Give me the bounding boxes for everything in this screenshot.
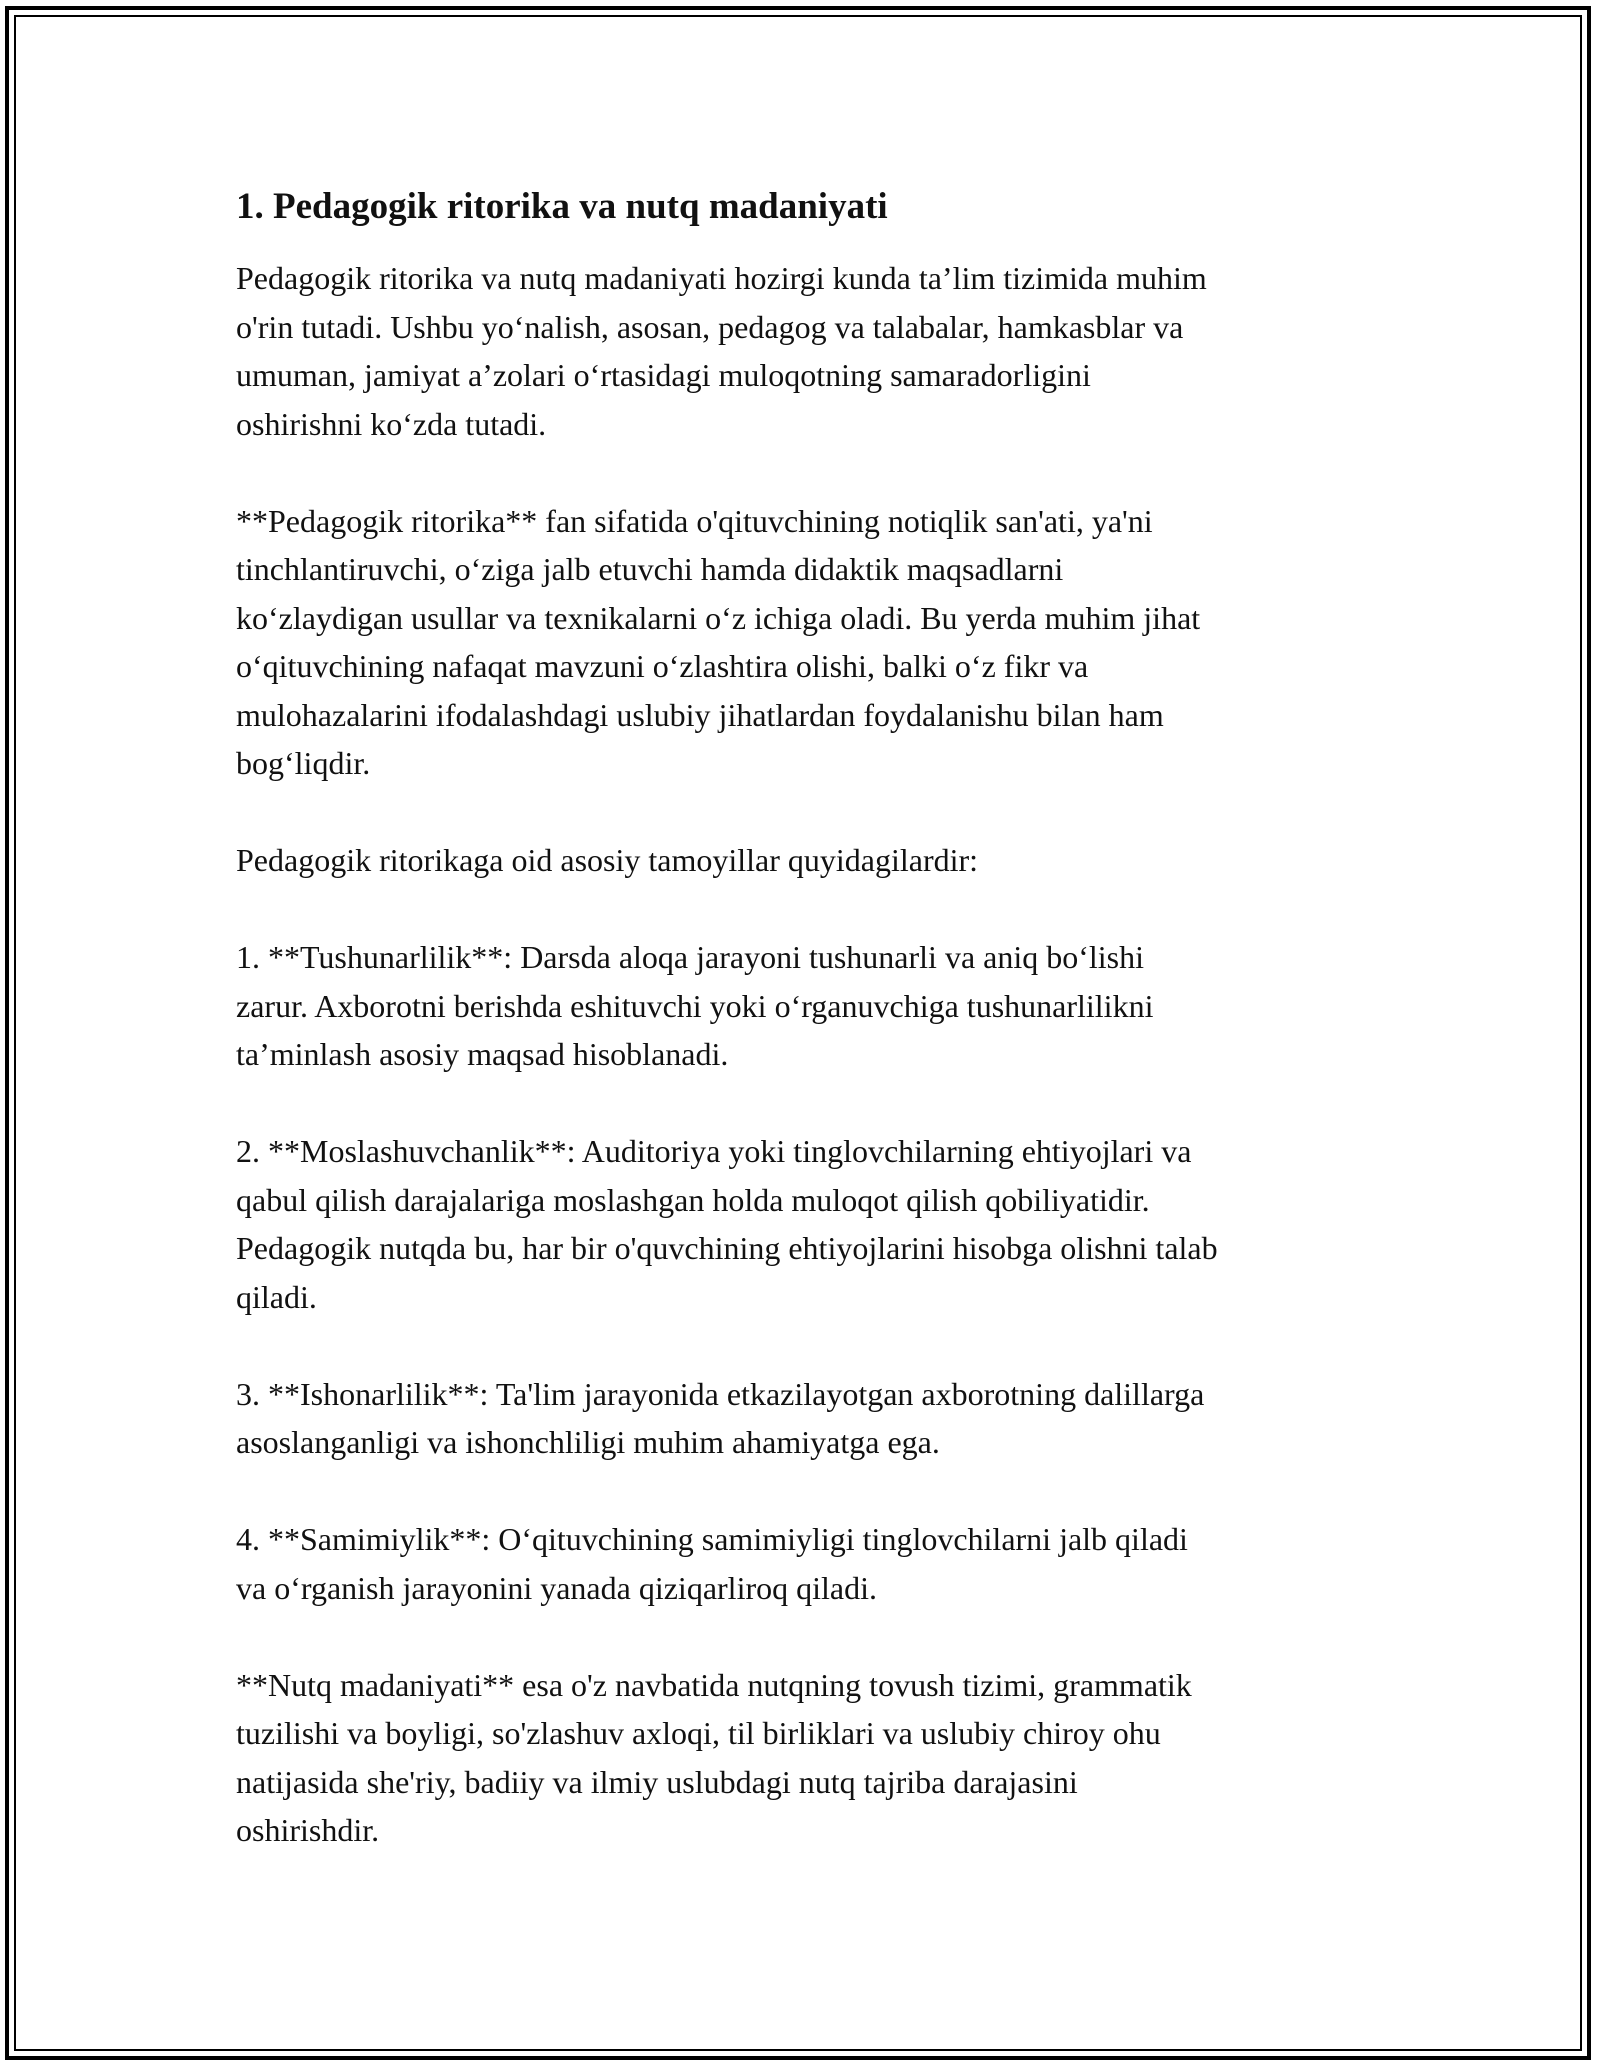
principle-item-2: 2. **Moslashuvchanlik**: Auditoriya yoki tinglovchilarning ehtiyojlari va qabul qilish darajalariga moslashgan holda muloqot qilish qobiliyatidir. Pedagogik nutqda bu, har bir o'quvchining ehtiyojlarini hisobga olishni talab qiladi. [236,1133,1218,1315]
paragraph-principles-lead: Pedagogik ritorikaga oid asosiy tamoyillar quyidagilardir: [236,842,979,878]
paragraph-intro: Pedagogik ritorika va nutq madaniyati hozirgi kunda ta’lim tizimida muhim o'rin tutadi. Ushbu yo‘nalish, asosan, pedagog va talabalar, hamkasblar va umuman, jamiyat a’zolari o‘rtasidagi muloqotning samaradorligini oshirishni ko‘zda tutadi. [236,260,1207,442]
paragraph-nutq-madaniyati: **Nutq madaniyati** esa o'z navbatida nutqning tovush tizimi, grammatik tuzilishi va boyligi, so'zlashuv axloqi, til birliklari va uslubiy chiroy ohu natijasida she'riy, badiiy va ilmiy uslubdagi nutq tajriba darajasini oshirishdir. [236,1666,1192,1848]
document-body [236,184,1366,1903]
paragraph-pedagogik-ritorika: **Pedagogik ritorika** fan sifatida o'qituvchining notiqlik san'ati, ya'ni tinchlantiruvchi, o‘ziga jalb etuvchi hamda didaktik maqsadlarni ko‘zlaydigan usullar va texnikalarni o‘z ichiga oladi. Bu yerda muhim jihat o‘qituvchining nafaqat mavzuni o‘zlashtira olishi, balki o‘z fikr va mulohazalarini ifodalashdagi uslubiy jihatlardan foydalanishu bilan ham bog‘liqdir. [236,502,1201,781]
principle-item-1: 1. **Tushunarlilik**: Darsda aloqa jarayoni tushunarli va aniq bo‘lishi zarur. Axborotni berishda eshituvchi yoki o‘rganuvchiga tushunarlilikni ta’minlash asosiy maqsad hisoblanadi. [236,939,1154,1072]
principle-item-3: 3. **Ishonarlilik**: Ta'lim jarayonida etkazilayotgan axborotning dalillarga asoslanganligi va ishonchliligi muhim ahamiyatga ega. [236,1375,1205,1460]
document-title: 1. Pedagogik ritorika va nutq madaniyati [236,186,888,227]
principle-item-4: 4. **Samimiylik**: O‘qituvchining samimiyligi tinglovchilarni jalb qiladi va o‘rganish jarayonini yanada qiziqarliroq qiladi. [236,1521,1188,1606]
